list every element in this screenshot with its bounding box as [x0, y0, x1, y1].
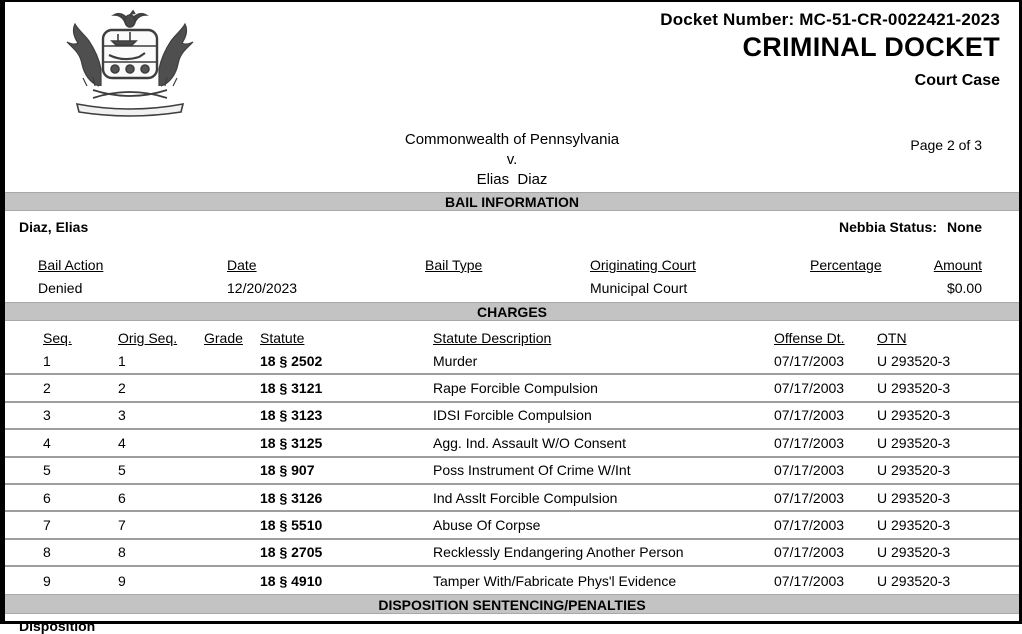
bail-type-value [425, 280, 590, 296]
seq-cell: 8 [43, 544, 51, 561]
statute-cell: 18 § 3121 [260, 380, 323, 397]
description-cell: Poss Instrument Of Crime W/Int [433, 462, 631, 479]
seq-cell: 3 [43, 407, 51, 424]
bail-originating-court-value: Municipal Court [590, 280, 688, 296]
otn-cell: U 293520-3 [877, 434, 951, 451]
statute-cell: 18 § 5510 [260, 517, 323, 534]
charges-col-seq: Seq. [43, 330, 72, 346]
offense-dt-cell: 07/17/2003 [774, 489, 845, 506]
seq-cell: 4 [43, 434, 51, 451]
charges-section-header: CHARGES [5, 302, 1019, 321]
bail-col-bail-type: Bail Type [425, 257, 483, 273]
bail-table-row [5, 280, 1019, 296]
statute-cell: 18 § 2705 [260, 544, 323, 561]
orig-seq-cell: 8 [118, 544, 126, 561]
statute-cell: 18 § 3123 [260, 407, 323, 424]
nebbia-status-label: Nebbia Status: [838, 219, 937, 235]
description-cell: Agg. Ind. Assault W/O Consent [433, 434, 626, 451]
document-subtitle: Court Case [914, 72, 1000, 89]
statute-cell: 18 § 4910 [260, 572, 323, 589]
description-cell: Rape Forcible Compulsion [433, 380, 598, 397]
otn-cell: U 293520-3 [877, 352, 951, 369]
bail-col-bail-action: Bail Action [38, 257, 104, 273]
offense-dt-cell: 07/17/2003 [774, 544, 845, 561]
bail-amount-value: $0.00 [946, 280, 982, 296]
otn-cell: U 293520-3 [877, 380, 951, 397]
nebbia-status-value: None [947, 219, 982, 235]
statute-cell: 18 § 907 [260, 462, 315, 479]
bail-date-value: 12/20/2023 [227, 280, 298, 296]
description-cell: Recklessly Endangering Another Person [433, 544, 684, 561]
seq-cell: 6 [43, 489, 51, 506]
document-header [660, 10, 1000, 90]
otn-cell: U 293520-3 [877, 572, 951, 589]
charges-table-body [5, 348, 1019, 595]
statute-cell: 18 § 3126 [260, 489, 323, 506]
charges-col-orig-seq: Orig Seq. [118, 330, 178, 346]
description-cell: IDSI Forcible Compulsion [433, 407, 592, 424]
statute-cell: 18 § 3125 [260, 434, 323, 451]
charges-row [5, 403, 1019, 430]
charges-col-statute: Statute [260, 330, 305, 346]
seq-cell: 9 [43, 572, 51, 589]
charges-row [5, 567, 1019, 594]
offense-dt-cell: 07/17/2003 [774, 572, 845, 589]
charges-row [5, 375, 1019, 402]
seq-cell: 5 [43, 462, 51, 479]
disposition-partial-text: Disposition [19, 618, 96, 634]
seq-cell: 2 [43, 380, 51, 397]
page-indicator: Page 2 of 3 [910, 137, 982, 153]
otn-cell: U 293520-3 [877, 489, 951, 506]
pennsylvania-coat-of-arms-icon [35, 6, 225, 124]
bail-table-header [5, 257, 1019, 273]
defendant-row [19, 219, 982, 235]
charges-row [5, 485, 1019, 512]
orig-seq-cell: 9 [118, 572, 126, 589]
offense-dt-cell: 07/17/2003 [774, 517, 845, 534]
charges-row [5, 348, 1019, 375]
nebbia-status [839, 219, 982, 235]
charges-table-header [5, 330, 1019, 346]
orig-seq-cell: 2 [118, 380, 126, 397]
otn-cell: U 293520-3 [877, 462, 951, 479]
case-caption [5, 130, 1019, 190]
charges-col-description: Statute Description [433, 330, 552, 346]
otn-cell: U 293520-3 [877, 517, 951, 534]
docket-number: Docket Number: MC-51-CR-0022421-2023 [660, 10, 1000, 29]
charges-col-offense-dt: Offense Dt. [774, 330, 845, 346]
document-title: CRIMINAL DOCKET [742, 32, 1000, 62]
description-cell: Tamper With/Fabricate Phys'l Evidence [433, 572, 677, 589]
bail-action-value: Denied [38, 280, 83, 296]
charges-col-grade: Grade [204, 330, 243, 346]
orig-seq-cell: 6 [118, 489, 126, 506]
offense-dt-cell: 07/17/2003 [774, 352, 845, 369]
orig-seq-cell: 3 [118, 407, 126, 424]
caption-versus: v. [506, 151, 518, 168]
bail-percentage-value [810, 280, 930, 296]
bail-col-originating-court: Originating Court [590, 257, 696, 273]
charges-row [5, 430, 1019, 457]
bail-information-section-header: BAIL INFORMATION [5, 192, 1019, 211]
caption-defendant-name: Elias Diaz [476, 171, 548, 188]
orig-seq-cell: 1 [118, 352, 126, 369]
orig-seq-cell: 4 [118, 434, 126, 451]
bail-col-amount: Amount [933, 257, 982, 273]
offense-dt-cell: 07/17/2003 [774, 434, 845, 451]
description-cell: Abuse Of Corpse [433, 517, 541, 534]
seq-cell: 1 [43, 352, 51, 369]
charges-row [5, 458, 1019, 485]
seq-cell: 7 [43, 517, 51, 534]
statute-cell: 18 § 2502 [260, 352, 323, 369]
disposition-section-header: DISPOSITION SENTENCING/PENALTIES [5, 594, 1019, 614]
otn-cell: U 293520-3 [877, 544, 951, 561]
offense-dt-cell: 07/17/2003 [774, 380, 845, 397]
description-cell: Ind Asslt Forcible Compulsion [433, 489, 618, 506]
bail-col-percentage: Percentage [810, 257, 882, 273]
offense-dt-cell: 07/17/2003 [774, 407, 845, 424]
orig-seq-cell: 5 [118, 462, 126, 479]
charges-row [5, 512, 1019, 539]
orig-seq-cell: 7 [118, 517, 126, 534]
charges-row [5, 540, 1019, 567]
description-cell: Murder [433, 352, 478, 369]
defendant-name: Diaz, Elias [19, 219, 89, 235]
offense-dt-cell: 07/17/2003 [774, 462, 845, 479]
charges-col-otn: OTN [877, 330, 907, 346]
otn-cell: U 293520-3 [877, 407, 951, 424]
bail-col-date: Date [227, 257, 257, 273]
caption-commonwealth: Commonwealth of Pennsylvania [404, 131, 620, 148]
